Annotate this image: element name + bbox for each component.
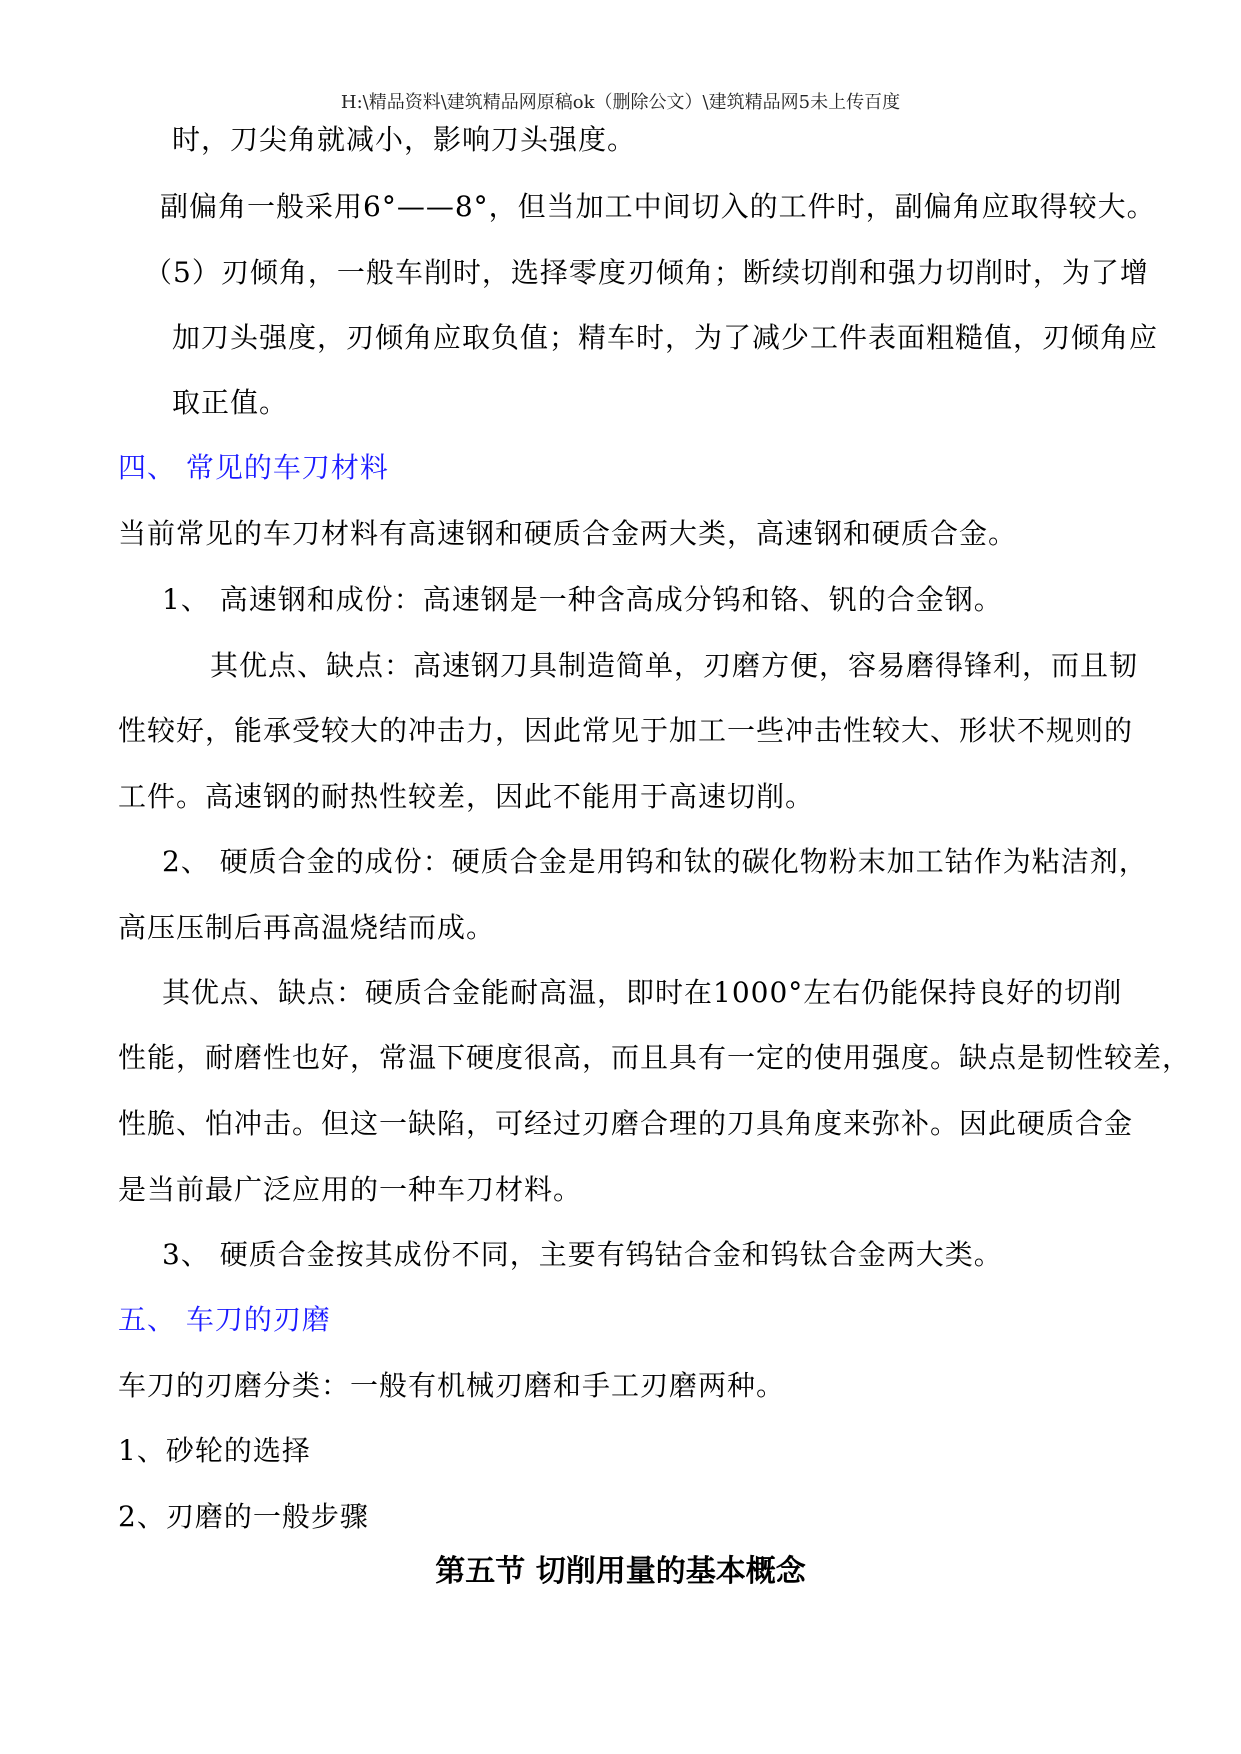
paragraph-line: 性脆、怕冲击。但这一缺陷，可经过刃磨合理的刀具角度来弥补。因此硬质合金 xyxy=(118,1107,1134,1140)
paragraph-line: 当前常见的车刀材料有高速钢和硬质合金两大类，高速钢和硬质合金。 xyxy=(118,517,1018,550)
document-path-header: H:\精品资料\建筑精品网原稿ok（删除公文）\建筑精品网5未上传百度 xyxy=(340,92,901,113)
section-heading-sharpening: 五、 车刀的刃磨 xyxy=(118,1303,331,1336)
paragraph-line: 其优点、缺点：硬质合金能耐高温，即时在1000°左右仍能保持良好的切削 xyxy=(162,976,1123,1009)
list-item: 3、 硬质合金按其成份不同，主要有钨钴合金和钨钛合金两大类。 xyxy=(162,1238,1003,1271)
section-title: 第五节 切削用量的基本概念 xyxy=(435,1554,806,1589)
paragraph-line: 其优点、缺点：高速钢刀具制造简单，刃磨方便，容易磨得锋利，而且韧 xyxy=(210,649,1139,682)
paragraph-line: 副偏角一般采用6°——8°，但当加工中间切入的工件时，副偏角应取得较大。 xyxy=(160,190,1156,223)
list-item: 2、 硬质合金的成份：硬质合金是用钨和钛的碳化物粉末加工钴作为粘洁剂， xyxy=(162,845,1148,878)
paragraph-line: （5）刃倾角，一般车削时，选择零度刃倾角；断续切削和强力切削时，为了增 xyxy=(144,256,1149,289)
paragraph-line: 高压压制后再高温烧结而成。 xyxy=(118,911,496,944)
list-item: 2、刃磨的一般步骤 xyxy=(118,1500,369,1533)
paragraph-line: 加刀头强度，刃倾角应取负值；精车时，为了减少工件表面粗糙值，刃倾角应 xyxy=(172,321,1159,354)
paragraph-line: 时，刀尖角就减小，影响刀头强度。 xyxy=(172,123,637,156)
list-item: 1、 高速钢和成份：高速钢是一种含高成分钨和铬、钒的合金钢。 xyxy=(162,583,1003,616)
section-heading-materials: 四、 常见的车刀材料 xyxy=(118,451,389,484)
paragraph-line: 是当前最广泛应用的一种车刀材料。 xyxy=(118,1173,583,1206)
paragraph-line: 性能，耐磨性也好，常温下硬度很高，而且具有一定的使用强度。缺点是韧性较差， xyxy=(118,1041,1192,1074)
paragraph-line: 车刀的刃磨分类：一般有机械刃磨和手工刃磨两种。 xyxy=(118,1369,786,1402)
paragraph-line: 性较好，能承受较大的冲击力，因此常见于加工一些冲击性较大、形状不规则的 xyxy=(118,714,1134,747)
paragraph-line: 取正值。 xyxy=(172,386,289,419)
list-item: 1、砂轮的选择 xyxy=(118,1434,311,1467)
paragraph-line: 工件。高速钢的耐热性较差，因此不能用于高速切削。 xyxy=(118,780,815,813)
